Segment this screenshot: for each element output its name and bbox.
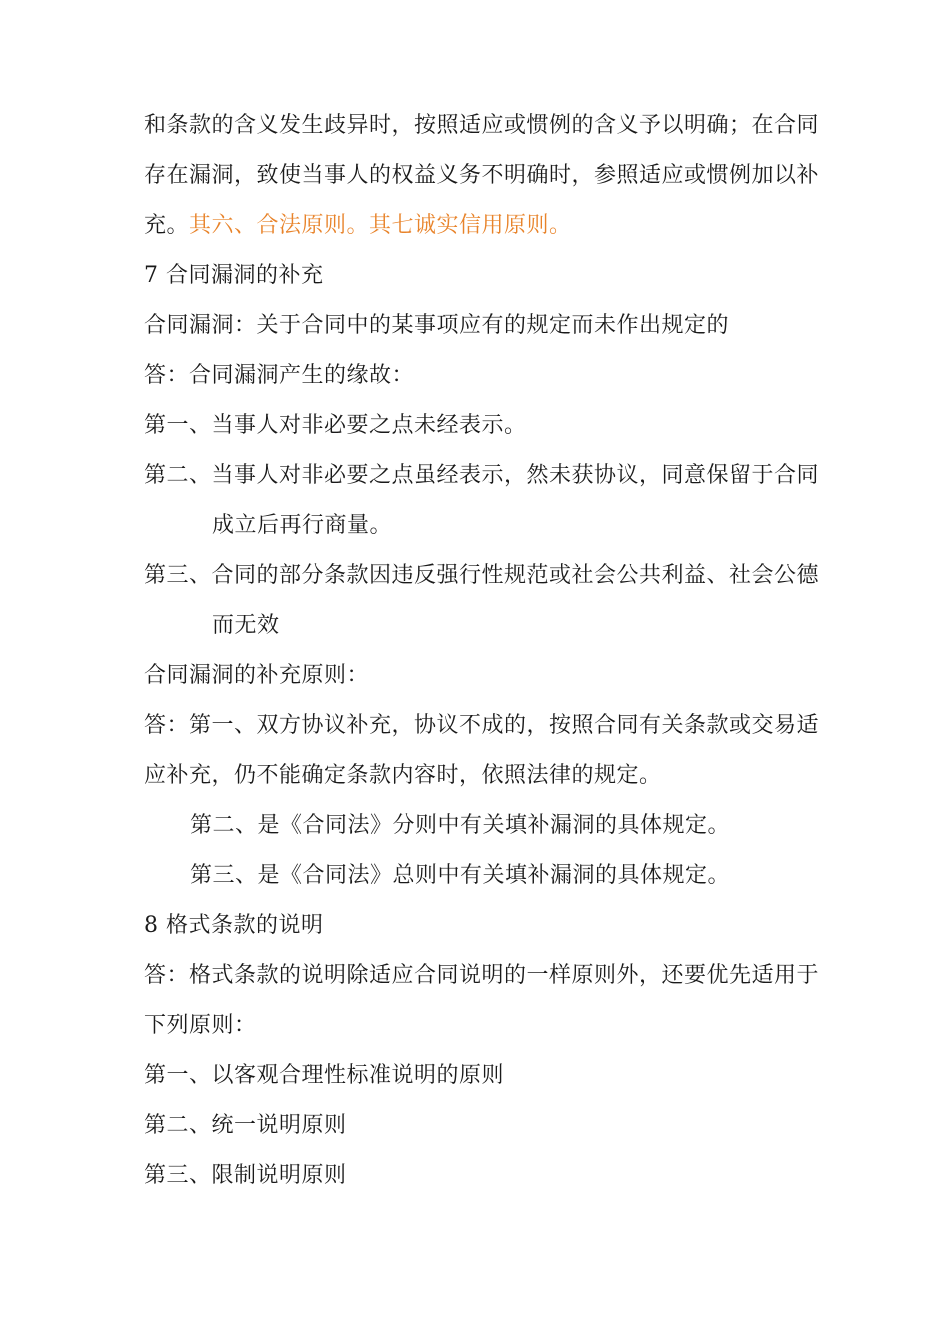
list-item: 第三、是《合同法》总则中有关填补漏洞的具体规定。 [190,863,731,888]
list-item: 第二、统一说明原则 [144,1113,347,1138]
list-item: 第三、合同的部分条款因违反强行性规范或社会公共利益、社会公德 [144,563,820,588]
answer-text: 答：第一、双方协议补充，协议不成的，按照合同有关条款或交易适 [144,713,820,738]
paragraph-line: 存在漏洞，致使当事人的权益义务不明确时，参照适应或惯例加以补 [144,163,820,188]
section-heading-8: 8 格式条款的说明 [144,913,324,938]
list-item: 第二、当事人对非必要之点虽经表示，然未获协议，同意保留于合同 [144,463,820,488]
answer-text: 应补充，仍不能确定条款内容时，依照法律的规定。 [144,763,662,788]
list-item-continuation: 而无效 [212,613,280,638]
list-item: 第一、以客观合理性标准说明的原则 [144,1063,505,1088]
list-item: 第一、当事人对非必要之点未经表示。 [144,413,527,438]
answer-text: 答：格式条款的说明除适应合同说明的一样原则外，还要优先适用于 [144,963,820,988]
subsection-title: 合同漏洞的补充原则： [144,663,370,688]
list-item: 第三、限制说明原则 [144,1163,347,1188]
section-heading-7: 7 合同漏洞的补充 [144,263,324,288]
paragraph-line [144,211,572,241]
list-item-continuation: 成立后再行商量。 [212,513,393,538]
answer-text: 答：合同漏洞产生的缘故： [144,363,415,388]
paragraph-text: 充。 [144,213,190,238]
highlighted-text: 其六、合法原则。其七诚实信用原则。 [189,213,572,238]
paragraph-line: 和条款的含义发生歧异时，按照适应或惯例的含义予以明确；在合同 [144,113,820,138]
list-item: 第二、是《合同法》分则中有关填补漏洞的具体规定。 [190,813,731,838]
answer-text: 下列原则： [144,1013,257,1038]
definition-text: 合同漏洞：关于合同中的某事项应有的规定而未作出规定的 [144,313,730,338]
